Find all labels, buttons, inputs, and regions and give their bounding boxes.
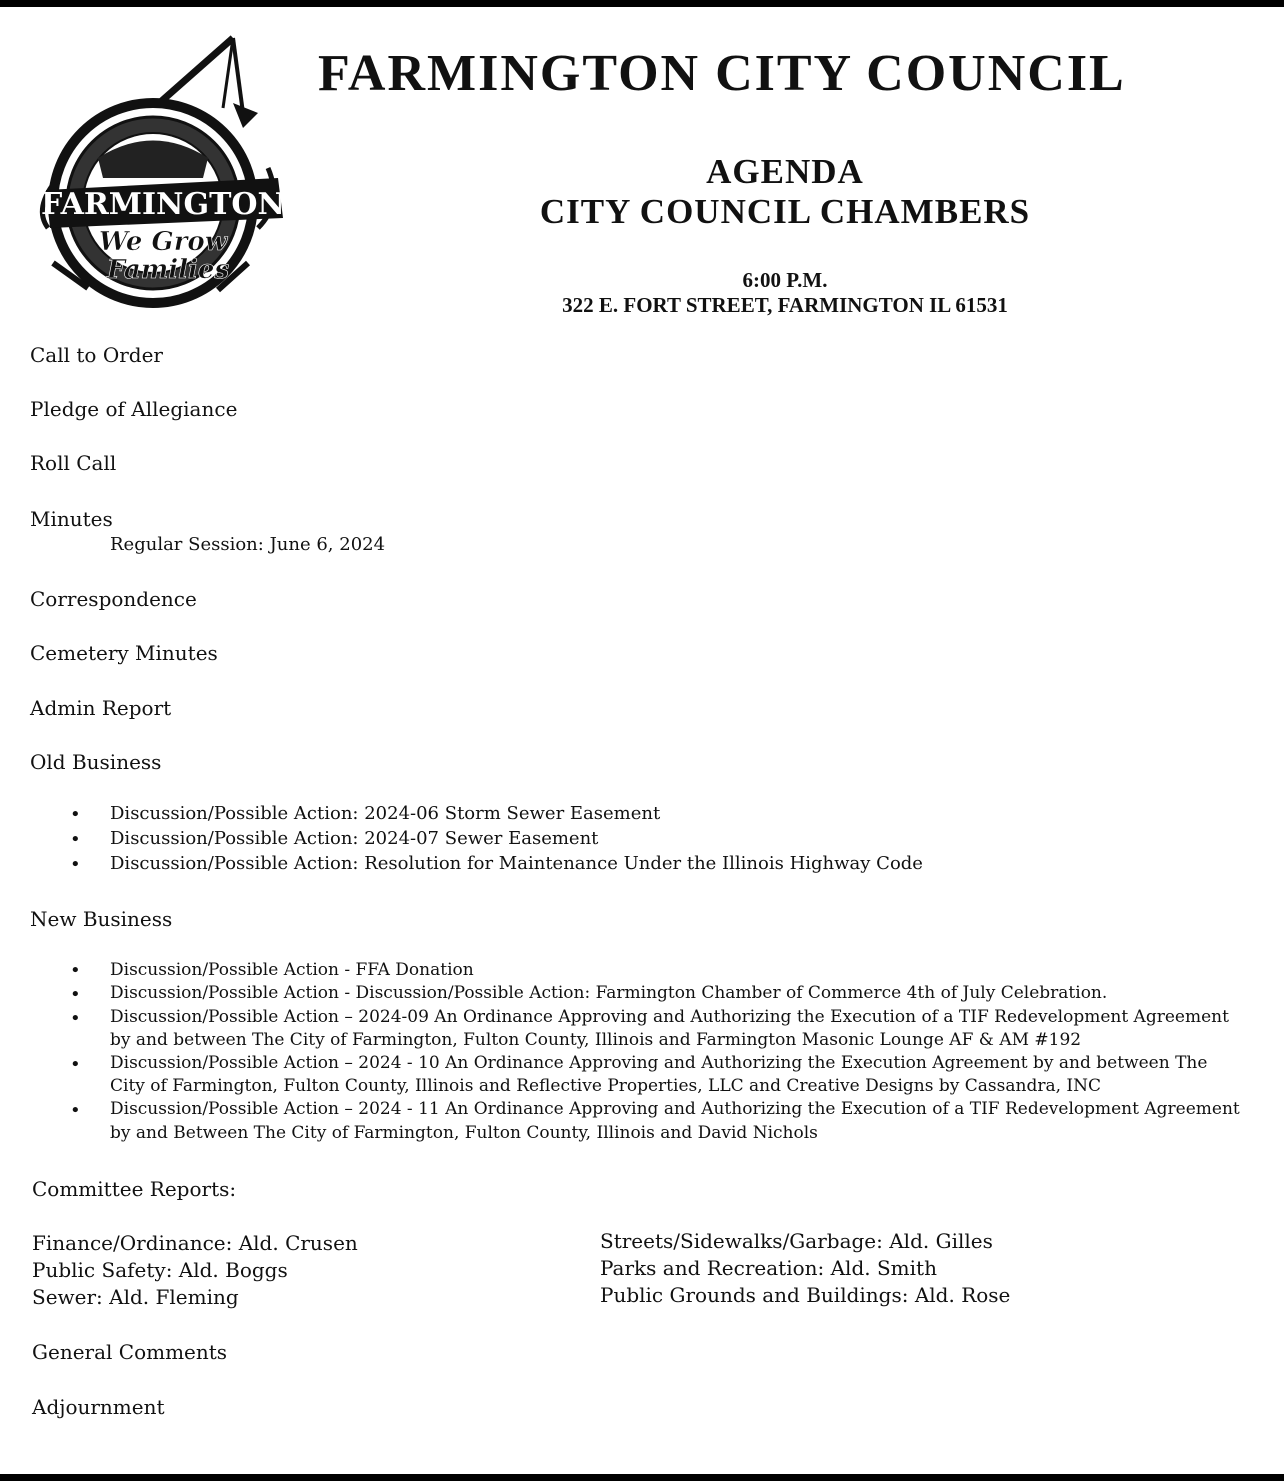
- agenda-heading: AGENDA: [706, 152, 864, 191]
- bullet-icon: •: [70, 1054, 81, 1075]
- committee-item: Streets/Sidewalks/Garbage: Ald. Gilles: [600, 1229, 993, 1253]
- bullet-icon: •: [70, 854, 81, 875]
- committee-reports-heading: Committee Reports:: [32, 1177, 237, 1201]
- committee-item: Finance/Ordinance: Ald. Crusen: [32, 1231, 358, 1255]
- page-title: FARMINGTON CITY COUNCIL: [318, 45, 1126, 102]
- pledge-of-allegiance: Pledge of Allegiance: [30, 397, 238, 421]
- seal-banner-text: FARMINGTON: [41, 187, 285, 222]
- list-item: Discussion/Possible Action – 2024-09 An Ordinance Approving and Authorizing the Execution of a TIF Redevelopment Agreement: [110, 1007, 1229, 1027]
- bullet-icon: •: [70, 984, 81, 1005]
- meeting-time: 6:00 P.M.: [742, 268, 828, 292]
- list-item: Discussion/Possible Action: 2024-07 Sewer Easement: [110, 828, 599, 849]
- city-seal-icon: [28, 28, 298, 313]
- list-item: Discussion/Possible Action: 2024-06 Storm Sewer Easement: [110, 803, 661, 824]
- adjournment: Adjournment: [32, 1395, 165, 1419]
- general-comments: General Comments: [32, 1340, 228, 1364]
- bullet-icon: •: [70, 804, 81, 825]
- top-border: [0, 0, 1284, 7]
- cemetery-minutes: Cemetery Minutes: [30, 641, 218, 665]
- bullet-icon: •: [70, 829, 81, 850]
- list-item: Discussion/Possible Action - Discussion/Possible Action: Farmington Chamber of Commerce 4th of July Celebration.: [110, 983, 1108, 1003]
- new-business-heading: New Business: [30, 907, 173, 931]
- list-item: Discussion/Possible Action - FFA Donation: [110, 960, 474, 980]
- committee-item: Public Safety: Ald. Boggs: [32, 1258, 288, 1282]
- meeting-address: 322 E. FORT STREET, FARMINGTON IL 61531: [562, 293, 1008, 317]
- admin-report: Admin Report: [30, 696, 172, 720]
- list-item: Discussion/Possible Action: Resolution for Maintenance Under the Illinois Highway Code: [110, 853, 923, 874]
- call-to-order: Call to Order: [30, 343, 163, 367]
- committee-item: Parks and Recreation: Ald. Smith: [600, 1256, 937, 1280]
- minutes-heading: Minutes: [30, 507, 113, 531]
- minutes-item: Regular Session: June 6, 2024: [110, 534, 386, 555]
- list-item: Discussion/Possible Action – 2024 - 10 An Ordinance Approving and Authorizing the Execution Agreement by and between The: [110, 1053, 1208, 1073]
- list-item-continued: City of Farmington, Fulton County, Illinois and Reflective Properties, LLC and Creative Designs by Cassandra, INC: [110, 1076, 1101, 1096]
- correspondence: Correspondence: [30, 587, 197, 611]
- committee-item: Sewer: Ald. Fleming: [32, 1285, 239, 1309]
- old-business-heading: Old Business: [30, 750, 162, 774]
- bullet-icon: •: [70, 1008, 81, 1029]
- bottom-border: [0, 1474, 1284, 1481]
- bullet-icon: •: [70, 960, 81, 981]
- committee-item: Public Grounds and Buildings: Ald. Rose: [600, 1283, 1011, 1307]
- list-item-continued: by and between The City of Farmington, Fulton County, Illinois and Farmington Masonic Lounge AF & AM #192: [110, 1030, 1082, 1050]
- list-item: Discussion/Possible Action – 2024 - 11 An Ordinance Approving and Authorizing the Execution of a TIF Redevelopment Agreement: [110, 1099, 1240, 1119]
- seal-slogan-1: We Grow: [98, 227, 228, 257]
- chambers-heading: CITY COUNCIL CHAMBERS: [539, 192, 1031, 231]
- roll-call: Roll Call: [30, 451, 117, 475]
- bullet-icon: •: [70, 1100, 81, 1121]
- seal-slogan-2: Families: [106, 255, 230, 285]
- list-item-continued: by and Between The City of Farmington, Fulton County, Illinois and David Nichols: [110, 1123, 818, 1143]
